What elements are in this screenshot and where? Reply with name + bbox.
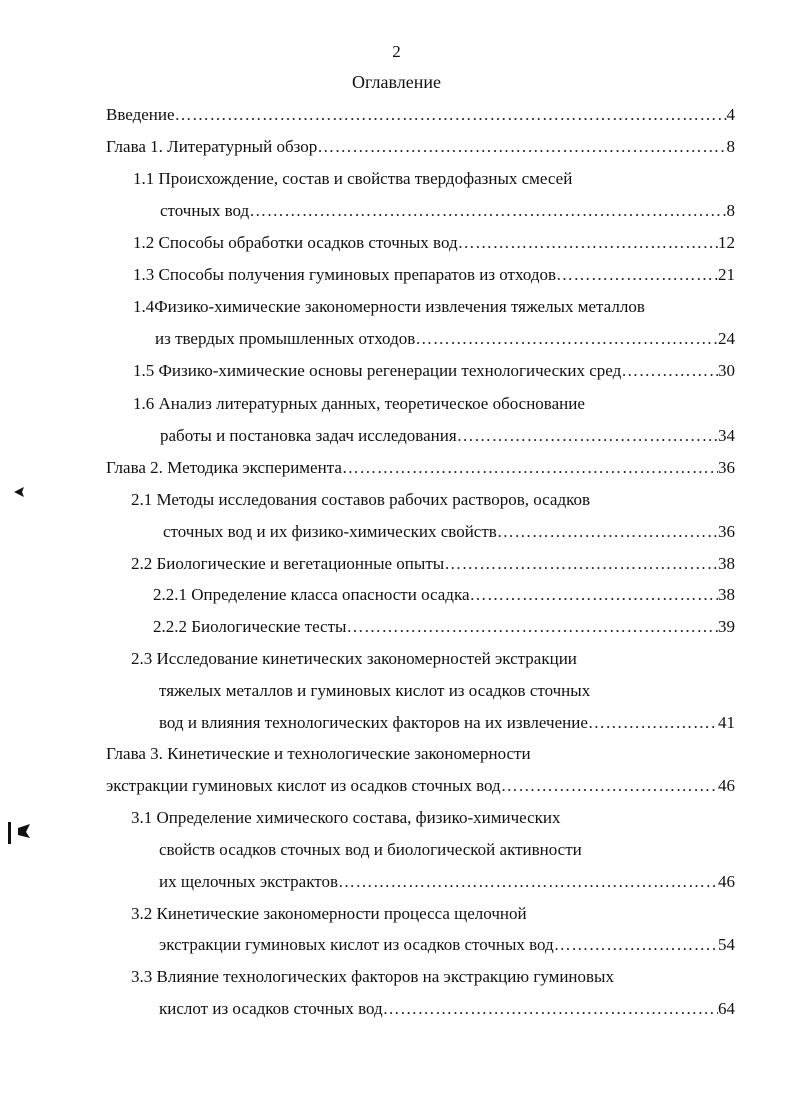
toc-page-number: 39 xyxy=(718,617,735,636)
toc-entry-text: 2.2.2 Биологические тесты xyxy=(153,617,347,636)
toc-page-number: 36 xyxy=(718,522,735,541)
toc-entry-text: 2.3 Исследование кинетических закономерностей экстракции xyxy=(131,649,577,668)
toc-page-number: 8 xyxy=(726,201,735,220)
scan-artifact-arrow xyxy=(10,483,36,501)
toc-entry-text: кислот из осадков сточных вод xyxy=(159,999,383,1018)
toc-entry-introduction xyxy=(106,104,735,126)
toc-entry-3-1 xyxy=(131,807,561,829)
scan-artifact-mark xyxy=(6,818,36,848)
toc-entry-2-3 xyxy=(131,648,577,670)
toc-leader-dots xyxy=(621,360,718,382)
toc-entry-text: их щелочных экстрактов xyxy=(159,872,338,891)
toc-entry-2-1-cont xyxy=(163,521,735,543)
toc-entry-text: 3.3 Влияние технологических факторов на экстракцию гуминовых xyxy=(131,967,614,986)
toc-entry-text: 1.6 Анализ литературных данных, теоретическое обоснование xyxy=(133,394,585,413)
toc-entry-chapter-2 xyxy=(106,457,735,479)
toc-page-number: 38 xyxy=(718,554,735,573)
toc-entry-2-2-1 xyxy=(153,584,735,606)
toc-entry-1-5 xyxy=(133,360,735,382)
toc-leader-dots xyxy=(497,521,718,543)
toc-entry-text: экстракции гуминовых кислот из осадков сточных вод xyxy=(159,935,554,954)
toc-entry-2-2-2 xyxy=(153,616,735,638)
toc-page-number: 4 xyxy=(726,105,735,124)
toc-entry-3-1-cont-1 xyxy=(159,839,582,861)
toc-entry-2-3-cont-2 xyxy=(159,712,735,734)
toc-leader-dots xyxy=(338,871,718,893)
toc-entry-1-4-cont xyxy=(155,328,735,350)
toc-leader-dots xyxy=(249,200,726,222)
toc-entry-text: Глава 2. Методика эксперимента xyxy=(106,458,342,477)
toc-page-number: 46 xyxy=(718,872,735,891)
toc-entry-text: 3.1 Определение химического состава, физико-химических xyxy=(131,808,561,827)
toc-entry-text: 1.5 Физико-химические основы регенерации технологических сред xyxy=(133,361,622,380)
toc-page-number: 38 xyxy=(718,585,735,604)
toc-entry-text: вод и влияния технологических факторов на их извлечение xyxy=(159,713,588,732)
toc-entry-chapter-1 xyxy=(106,136,735,158)
toc-leader-dots xyxy=(342,457,718,479)
toc-leader-dots xyxy=(554,934,718,956)
toc-page-number: 41 xyxy=(718,713,735,732)
toc-entry-text: 2.2 Биологические и вегетационные опыты xyxy=(131,554,445,573)
toc-entry-text: 1.3 Способы получения гуминовых препаратов из отходов xyxy=(133,265,557,284)
toc-leader-dots xyxy=(346,616,718,638)
toc-entry-text: Введение xyxy=(106,105,175,124)
toc-page-number: 46 xyxy=(718,776,735,795)
toc-page-number: 34 xyxy=(718,426,735,445)
toc-entry-chapter-3 xyxy=(106,743,531,765)
toc-page-number: 12 xyxy=(718,233,735,252)
toc-entry-text: работы и постановка задач исследования xyxy=(160,426,457,445)
toc-entry-text: 2.2.1 Определение класса опасности осадка xyxy=(153,585,470,604)
toc-page-number: 21 xyxy=(718,265,735,284)
toc-leader-dots xyxy=(415,328,718,350)
toc-page-number: 8 xyxy=(726,137,735,156)
toc-entry-text: Глава 1. Литературный обзор xyxy=(106,137,318,156)
toc-entry-2-3-cont-1 xyxy=(159,680,590,702)
toc-leader-dots xyxy=(470,584,719,606)
toc-leader-dots xyxy=(317,136,726,158)
toc-entry-chapter-3-cont xyxy=(106,775,735,797)
toc-entry-text: экстракции гуминовых кислот из осадков сточных вод xyxy=(106,776,501,795)
page-number: 2 xyxy=(392,42,401,61)
toc-entry-2-1 xyxy=(131,489,590,511)
toc-entry-text: свойств осадков сточных вод и биологической активности xyxy=(159,840,582,859)
toc-entry-1-6-cont xyxy=(160,425,735,447)
toc-entry-text: сточных вод и их физико-химических свойств xyxy=(163,522,497,541)
toc-entry-text: Глава 3. Кинетические и технологические закономерности xyxy=(106,744,531,763)
toc-entry-1-3 xyxy=(133,264,735,286)
toc-entry-text: тяжелых металлов и гуминовых кислот из осадков сточных xyxy=(159,681,591,700)
toc-entry-text: сточных вод xyxy=(160,201,250,220)
toc-entry-1-1 xyxy=(133,168,572,190)
toc-entry-3-2 xyxy=(131,903,527,925)
toc-entry-1-2 xyxy=(133,232,735,254)
toc-entry-3-2-cont xyxy=(159,934,735,956)
toc-leader-dots xyxy=(457,425,718,447)
toc-page-number: 30 xyxy=(718,361,735,380)
toc-entry-3-3-cont xyxy=(159,998,735,1020)
toc-entry-3-3 xyxy=(131,966,614,988)
toc-leader-dots xyxy=(556,264,718,286)
toc-entry-1-4 xyxy=(133,296,645,318)
toc-leader-dots xyxy=(444,553,718,575)
toc-entry-1-1-cont xyxy=(160,200,735,222)
toc-entry-1-6 xyxy=(133,393,585,415)
toc-entry-text: 2.1 Методы исследования составов рабочих растворов, осадков xyxy=(131,490,591,509)
toc-leader-dots xyxy=(501,775,718,797)
toc-page-number: 54 xyxy=(718,935,735,954)
toc-entry-text: 1.4Физико-химические закономерности извлечения тяжелых металлов xyxy=(133,297,645,316)
toc-page-number: 24 xyxy=(718,329,735,348)
toc-entry-text: 1.1 Происхождение, состав и свойства твердофазных смесей xyxy=(133,169,573,188)
toc-entry-2-2 xyxy=(131,553,735,575)
toc-entry-text: 3.2 Кинетические закономерности процесса щелочной xyxy=(131,904,527,923)
toc-page-number: 36 xyxy=(718,458,735,477)
toc-page-number: 64 xyxy=(718,999,735,1018)
toc-leader-dots xyxy=(175,104,727,126)
page-title: Оглавление xyxy=(352,72,441,92)
toc-entry-3-1-cont-2 xyxy=(159,871,735,893)
toc-leader-dots xyxy=(383,998,718,1020)
toc-entry-text: из твердых промышленных отходов xyxy=(155,329,416,348)
toc-leader-dots xyxy=(588,712,718,734)
toc-leader-dots xyxy=(458,232,718,254)
toc-entry-text: 1.2 Способы обработки осадков сточных вод xyxy=(133,233,458,252)
